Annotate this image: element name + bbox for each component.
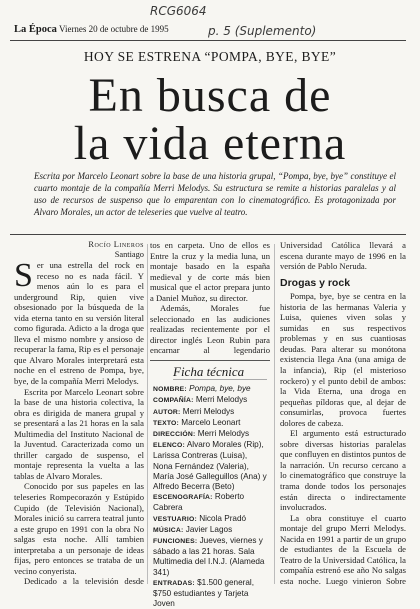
column-divider [147, 244, 148, 584]
fact-value: Merri Melodys [197, 429, 250, 439]
article-column-1 [14, 240, 144, 586]
article-paragraph: tos en carpeta. Uno de ellos es Entre la cruz y la media luna, un montaje basado en la españa medieval y de corte más bien musical que el actor prepara junto a Daniel Muñoz, su director. [150, 240, 270, 303]
fact-row [153, 536, 267, 578]
fact-value: Marcelo Leonart [181, 417, 241, 427]
fact-label: ESCENOGRAFÍA: [153, 494, 213, 502]
fact-value: Merri Melodys [195, 395, 248, 405]
archive-stamp-number: RCG6064 [150, 4, 207, 18]
fact-label: ELENCO: [153, 442, 185, 450]
fact-row [153, 525, 267, 536]
headline-line-1: En busca de [88, 69, 332, 122]
byline-place: Santiago [114, 250, 144, 259]
byline-author: Rocío Lineros [88, 240, 144, 249]
article-paragraph: Pompa, bye, bye se centra en la historia de las hermanas Valeria y Luisa, quienes viven solas y sumidas en sus respectivos problemas y en sus cuantiosas deudas. Para alterar su monótona existencia llega Ana (una amiga de la infancia), Rip (el misterioso rockero) y el punto debil de ambos: la Vida Eterna, una droga en pequeñas píldoras que, al dejar de consumirlas, provoca fuertes dolores de cabeza. [280, 291, 406, 428]
lede-paragraph: Escrita por Marcelo Leonart sobre la base de una historia grupal, “Pompa, bye, bye” constituye el cuarto montaje de la compañía Merri Melodys. Su estructura se remite a historias paralelas y al uso de recursos de suspenso que lo emparentan con lo cinematográfico. Es protagonizada por Alvaro Morales, un actor de teleseries que vuelve al teatro. [34, 171, 396, 217]
column-divider [274, 244, 275, 584]
article-paragraph: Universidad Católica llevará a escena durante mayo de 1996 en la versión de Pablo Neruda. [280, 240, 406, 272]
fact-label: ENTRADAS: [153, 579, 195, 587]
newspaper-name: La Época [14, 24, 57, 35]
fact-value: Merri Melodys [182, 406, 235, 416]
fact-row [153, 407, 267, 418]
article-paragraph [14, 257, 144, 387]
fact-box [150, 360, 270, 609]
article-column-2 [150, 240, 270, 358]
fact-label: MÚSICA: [153, 526, 184, 534]
fact-box-title: Ficha técnica [173, 367, 267, 380]
fact-value: Nicola Pradó [199, 513, 247, 523]
fact-label: NOMBRE: [153, 386, 187, 394]
fact-row [153, 395, 267, 406]
fact-row [153, 384, 267, 395]
article-paragraph: La obra constituye el cuarto montaje del grupo Merri Melodys. Nacida en 1991 a partir de un grupo de estudiantes de la Escuela de Teatro de la Universidad Católica, la compañía estrenó ese año No salgas esta noche. Luego vinieron Sobre [280, 512, 406, 586]
fact-label: TEXTO: [153, 419, 179, 427]
article-paragraph: El argumento está estructurado sobre diversas historias paralelas que confluyen en distintos puntos de la narración. Un recurso cercano a lo cinematográfico que construye la trama donde todos los personajes están directa o indirectamente involucrados. [280, 428, 406, 513]
fact-value: Alvaro Morales (Rip), Larissa Contreras (Luisa), Nona Fernández (Valeria), María José Galleguillos (Ana) y Alfredo Becerra (Beto) [153, 440, 267, 492]
fact-label: DIRECCIÓN: [153, 431, 196, 439]
fact-label: VESTUARIO: [153, 515, 197, 523]
fact-row [153, 514, 267, 525]
article-paragraph: Conocido por sus papeles en las teleseries Rompecorazón y Estúpido Cupido (de Televisión Nacional), Morales inició su carrera teatral junto a este grupo en 1991 con la obra No salgas esta noche. Allí tambien interpretaba a un personaje de ideas fijas, pero entonces se trataba de un vecino conyerista. [14, 481, 144, 576]
drop-cap: S [14, 257, 33, 294]
byline [14, 240, 144, 260]
paragraph-text: er una estrella del rock en receso no es nada fácil. Y menos aún lo es para el underground Rip, quien vive obsesionado por la búsqueda de la vida eterna tanto en su versión literal como figurada. Adicto a la droga que lleva el mismo nombre y ansioso de recuperar la fama, Rip es el personaje que Alvaro Morales interpretará esta noche en el estreno de Pompa, bye, bye, de la compañía Merri Melodys. [14, 260, 144, 387]
handwritten-page-note: p. 5 (Suplemento) [208, 24, 317, 38]
masthead [14, 24, 169, 35]
fact-value: Roberto Cabrera [153, 492, 245, 513]
fact-row [153, 429, 267, 440]
kicker: HOY SE ESTRENA “POMPA, BYE, BYE” [83, 49, 337, 64]
fact-label: AUTOR: [153, 408, 181, 416]
article-paragraph: Dedicado a la televisión desde [24, 576, 144, 586]
fact-value: $1.500 general, $750 estudiantes y Tarjeta Joven [153, 577, 255, 609]
fact-row [153, 440, 267, 492]
headline-line-2: la vida eterna [73, 117, 347, 170]
article-paragraph: Escrita por Marcelo Leonart sobre la base de una historia colectiva, la obra es dirigida de manera grupal y se presentará a las 21 horas en la sala Multimedia del Instituto Nacional de la Juventud. Caracterizada como un thriller cargado de suspenso, el montaje representa la vuelta a las tablas de Alvaro Morales. [14, 386, 144, 481]
fact-row [153, 492, 267, 513]
article-column-3 [280, 240, 406, 586]
fact-value: Pompa, bye, bye [189, 384, 251, 394]
masthead-rule [10, 40, 406, 41]
fact-value: Javier Lagos [185, 524, 233, 534]
fact-label: COMPAÑÍA: [153, 397, 194, 405]
fact-label: FUNCIONES: [153, 538, 198, 546]
issue-date: Viernes 20 de octubre de 1995 [58, 24, 169, 34]
section-subhead: Drogas y rock [280, 276, 351, 289]
fact-box-rows [153, 384, 267, 609]
article-paragraph: Además, Morales fue seleccionado en las audiciones realizadas recientemente por el director inglés Leon Rubin para encarnar al legendario [150, 303, 270, 356]
fact-row [153, 418, 267, 429]
section-rule [10, 234, 406, 235]
fact-value: Jueves, viernes y sábado a las 21 horas. Sala Multimedia del I.N.J. (Alameda 341) [153, 536, 265, 577]
fact-row [153, 578, 267, 609]
